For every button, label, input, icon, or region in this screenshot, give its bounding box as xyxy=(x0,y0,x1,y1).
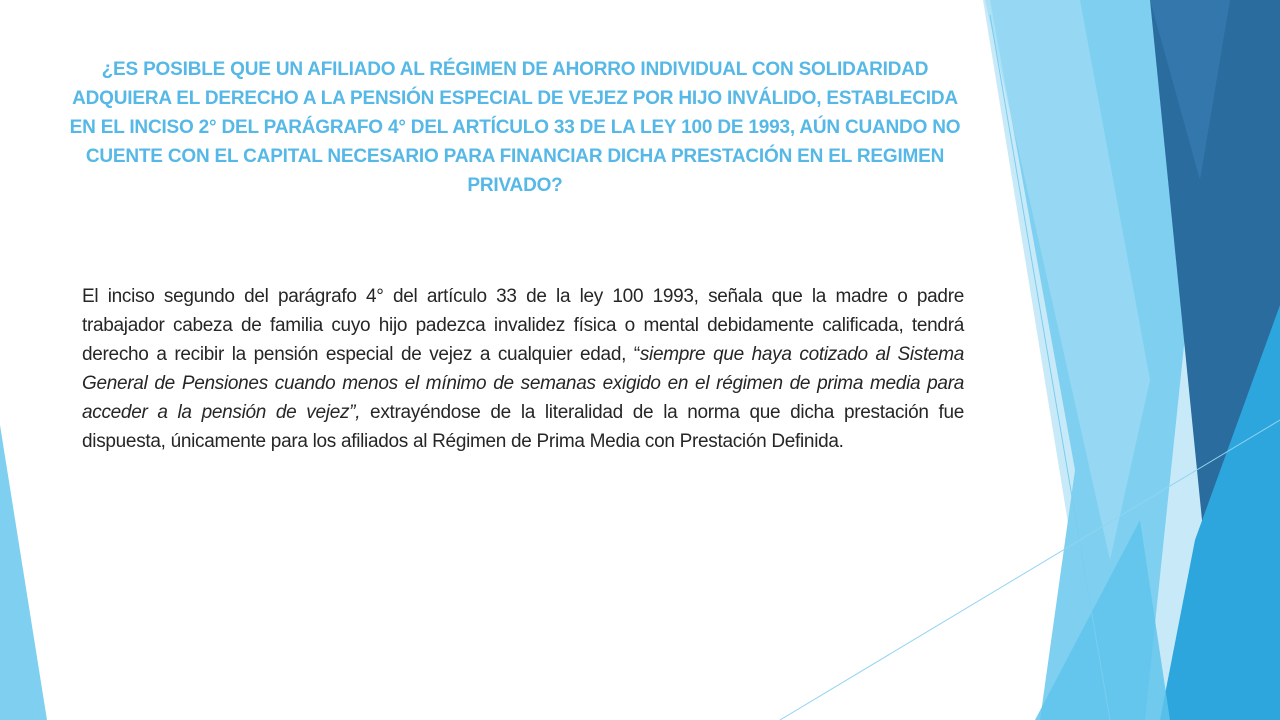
body-text-quote: siempre que haya cotizado al Sistema General de Pensiones cuando menos el mínimo de semanas exigido en el régimen de prima media para acceder a la pensión de vejez”, xyxy=(82,344,964,423)
body-text-outro: extrayéndose de la literalidad de la norma que dicha prestación fue dispuesta, únicamente para los afiliados al Régimen de Prima Media con Prestación Definida. xyxy=(82,402,965,452)
left-accent-shape xyxy=(0,425,47,720)
body-text-intro: El inciso segundo del parágrafo 4° del artículo 33 de la ley 100 1993, señala que la madre o padre trabajador cabeza de familia cuyo hijo padezca invalidez física o mental debidamente calificada, tendrá derecho a recibir la pensión especial de vejez a cualquier edad, “ xyxy=(82,286,964,365)
slide-title: ¿ES POSIBLE QUE UN AFILIADO AL RÉGIMEN DE AHORRO INDIVIDUAL CON SOLIDARIDAD ADQUIERA EL DERECHO A LA PENSIÓN ESPECIAL DE VEJEZ POR HIJO INVÁLIDO, ESTABLECIDA EN EL INCISO 2° DEL PARÁGRAFO 4° DEL ARTÍCULO 33 DE LA LEY 100 DE 1993, AÚN CUANDO NO CUENTE CON EL CAPITAL NECESARIO PARA FINANCIAR DICHA PRESTACIÓN EN EL REGIMEN PRIVADO? xyxy=(69,59,961,196)
body-paragraph xyxy=(82,282,964,456)
